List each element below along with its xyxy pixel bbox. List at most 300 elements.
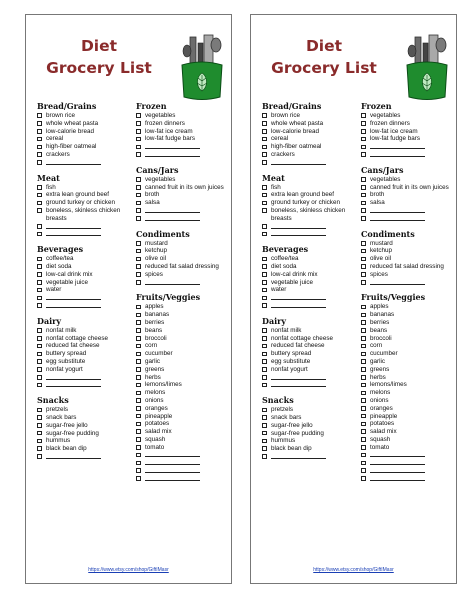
list-item [262, 128, 358, 136]
item-label: tomato [145, 443, 165, 451]
list-item [37, 350, 133, 358]
checkbox[interactable] [37, 160, 42, 165]
item-label: brown rice [271, 112, 301, 119]
blank-item [37, 159, 133, 167]
list-item [136, 176, 231, 184]
checkbox[interactable] [37, 415, 42, 420]
blank-item [262, 374, 358, 382]
checkbox[interactable] [361, 305, 366, 310]
checkbox[interactable] [262, 296, 267, 301]
list-item [262, 143, 358, 151]
checkbox[interactable] [37, 352, 42, 357]
list-item [262, 350, 358, 358]
item-label: vegetables [370, 112, 401, 119]
checkbox[interactable] [136, 177, 141, 182]
checkbox[interactable] [136, 344, 141, 349]
checkbox[interactable] [361, 383, 366, 388]
checkbox[interactable] [37, 431, 42, 436]
item-label: hummus [46, 437, 71, 445]
checkbox[interactable] [262, 129, 267, 134]
blank-item [37, 302, 133, 310]
list-item [37, 279, 133, 287]
checkbox[interactable] [262, 272, 267, 277]
list-item [262, 342, 358, 350]
checkbox[interactable] [361, 328, 366, 333]
list-item [361, 420, 456, 428]
checkbox[interactable] [136, 113, 141, 118]
list-item [361, 444, 456, 452]
checkbox[interactable] [37, 264, 42, 269]
list-item [136, 191, 231, 199]
checkbox[interactable] [136, 422, 141, 427]
list-item [262, 135, 358, 143]
checkbox[interactable] [37, 224, 42, 229]
shop-url-link[interactable]: https://www.etsy.com/shop/GiftIMasr [88, 567, 169, 573]
item-label: ground turkey or chicken [271, 199, 340, 207]
list-item [37, 120, 133, 128]
checkbox[interactable] [37, 328, 42, 333]
checkbox[interactable] [262, 408, 267, 413]
checkbox[interactable] [361, 129, 366, 134]
list-item [37, 191, 133, 199]
checkbox[interactable] [136, 476, 141, 481]
checkbox[interactable] [136, 453, 141, 458]
list-item [37, 437, 133, 445]
item-label: black bean dip [271, 445, 312, 453]
checkbox[interactable] [37, 423, 42, 428]
blank-item [37, 381, 133, 389]
write-in-line[interactable] [271, 230, 326, 236]
list-item [37, 151, 133, 159]
left-column [262, 101, 358, 467]
card-title [26, 35, 172, 79]
list-item [262, 151, 358, 159]
write-in-line[interactable] [271, 294, 326, 300]
checkbox[interactable] [361, 359, 366, 364]
item-label: onions [145, 396, 164, 404]
checkbox[interactable] [37, 375, 42, 380]
write-in-line[interactable] [145, 451, 200, 457]
blank-item [262, 223, 358, 231]
list-item [361, 240, 456, 248]
checkbox[interactable] [136, 320, 141, 325]
checkbox[interactable] [136, 257, 141, 262]
blank-item [361, 143, 456, 151]
write-in-line[interactable] [145, 143, 200, 149]
blank-item [136, 475, 231, 483]
checkbox[interactable] [262, 336, 267, 341]
list-item [361, 191, 456, 199]
checkbox[interactable] [262, 280, 267, 285]
grocery-bag-icon [401, 31, 453, 103]
checkbox[interactable] [361, 121, 366, 126]
checkbox[interactable] [262, 208, 267, 213]
list-item [361, 374, 456, 382]
checkbox[interactable] [262, 367, 267, 372]
checkbox[interactable] [361, 264, 366, 269]
checkbox[interactable] [136, 129, 141, 134]
item-label: reduced fat salad dressing [370, 262, 444, 270]
item-label: cucumber [145, 350, 173, 358]
item-label: nonfat milk [271, 326, 302, 334]
list-item [136, 420, 231, 428]
checkbox[interactable] [37, 454, 42, 459]
checkbox[interactable] [136, 313, 141, 318]
list-item [37, 128, 133, 136]
checkbox[interactable] [136, 437, 141, 442]
checkbox[interactable] [262, 454, 267, 459]
checkbox[interactable] [37, 383, 42, 388]
checkbox[interactable] [361, 429, 366, 434]
checkbox[interactable] [37, 408, 42, 413]
title-line-2: Grocery List [271, 59, 377, 77]
checkbox[interactable] [136, 445, 141, 450]
checkbox[interactable] [361, 145, 366, 150]
checkbox[interactable] [262, 383, 267, 388]
list-section [361, 292, 456, 482]
checkbox[interactable] [361, 352, 366, 357]
checkbox[interactable] [361, 208, 366, 213]
section-heading: Meat [37, 172, 60, 183]
list-item [361, 397, 456, 405]
checkbox[interactable] [361, 344, 366, 349]
checkbox[interactable] [262, 415, 267, 420]
list-item [136, 358, 231, 366]
checkbox[interactable] [136, 391, 141, 396]
write-in-line[interactable] [370, 459, 425, 465]
title-line-2: Grocery List [46, 59, 152, 77]
checkbox[interactable] [262, 375, 267, 380]
checkbox[interactable] [262, 193, 267, 198]
checkbox[interactable] [262, 224, 267, 229]
blank-item [361, 459, 456, 467]
checkbox[interactable] [136, 272, 141, 277]
checkbox[interactable] [361, 398, 366, 403]
checkbox[interactable] [361, 152, 366, 157]
item-label: low-cal drink mix [271, 270, 318, 278]
checkbox[interactable] [37, 446, 42, 451]
write-in-line[interactable] [145, 151, 200, 157]
checkbox[interactable] [262, 201, 267, 206]
write-in-line[interactable] [271, 374, 326, 380]
checkbox[interactable] [361, 422, 366, 427]
item-label: melons [370, 389, 391, 397]
checkbox[interactable] [262, 232, 267, 237]
item-label: hummus [271, 437, 296, 445]
checkbox[interactable] [136, 249, 141, 254]
checkbox[interactable] [37, 208, 42, 213]
checkbox[interactable] [37, 152, 42, 157]
list-item [361, 247, 456, 255]
checkbox[interactable] [37, 185, 42, 190]
item-label: melons [145, 389, 166, 397]
item-label: olive oil [370, 255, 391, 263]
item-label: ketchup [370, 247, 393, 255]
write-in-line[interactable] [370, 151, 425, 157]
checkbox[interactable] [361, 272, 366, 277]
shop-url-link[interactable]: https://www.etsy.com/shop/GiftIMasr [313, 567, 394, 573]
checkbox[interactable] [361, 113, 366, 118]
checkbox[interactable] [37, 359, 42, 364]
checkbox[interactable] [262, 439, 267, 444]
checkbox[interactable] [361, 249, 366, 254]
list-item [262, 406, 358, 414]
checkbox[interactable] [361, 177, 366, 182]
checkbox[interactable] [136, 352, 141, 357]
checkbox[interactable] [262, 264, 267, 269]
checkbox[interactable] [37, 272, 42, 277]
checkbox[interactable] [262, 446, 267, 451]
checkbox[interactable] [262, 344, 267, 349]
write-in-line[interactable] [370, 215, 425, 221]
item-label: whole wheat pasta [46, 119, 99, 127]
checkbox[interactable] [262, 257, 267, 262]
checkbox[interactable] [37, 336, 42, 341]
list-item [262, 327, 358, 335]
checkbox[interactable] [136, 336, 141, 341]
checkbox[interactable] [136, 406, 141, 411]
list-item [262, 191, 358, 199]
checkbox[interactable] [361, 375, 366, 380]
list-item [136, 247, 231, 255]
write-in-line[interactable] [271, 453, 326, 459]
item-label: pretzels [271, 406, 294, 414]
checkbox[interactable] [262, 431, 267, 436]
write-in-line[interactable] [46, 159, 101, 165]
checkbox[interactable] [37, 280, 42, 285]
list-section [262, 173, 358, 239]
checkbox[interactable] [136, 398, 141, 403]
item-label: high-fiber oatmeal [46, 143, 97, 151]
item-label: black bean dip [46, 445, 87, 453]
checkbox[interactable] [361, 320, 366, 325]
checkbox[interactable] [262, 288, 267, 293]
item-label: low-fat fudge bars [370, 135, 421, 143]
grocery-list-card-1 [25, 14, 232, 584]
checkbox[interactable] [136, 185, 141, 190]
list-item [136, 342, 231, 350]
write-in-line[interactable] [271, 381, 326, 387]
item-label: low-calorie bread [46, 127, 94, 135]
checkbox[interactable] [136, 367, 141, 372]
checkbox[interactable] [361, 445, 366, 450]
write-in-line[interactable] [370, 207, 425, 213]
checkbox[interactable] [136, 193, 141, 198]
checkbox[interactable] [361, 453, 366, 458]
list-item [361, 405, 456, 413]
checkbox[interactable] [37, 145, 42, 150]
checkbox[interactable] [136, 383, 141, 388]
write-in-line[interactable] [46, 381, 101, 387]
checkbox[interactable] [37, 344, 42, 349]
checkbox[interactable] [262, 423, 267, 428]
item-label: corn [370, 342, 383, 350]
item-label: vegetables [370, 175, 401, 183]
list-item [262, 366, 358, 374]
list-item [361, 350, 456, 358]
checkbox[interactable] [136, 429, 141, 434]
list-item [37, 199, 133, 207]
checkbox[interactable] [361, 313, 366, 318]
write-in-line[interactable] [370, 467, 425, 473]
checkbox[interactable] [136, 264, 141, 269]
blank-item [136, 151, 231, 159]
checkbox[interactable] [262, 185, 267, 190]
checkbox[interactable] [136, 121, 141, 126]
list-item [262, 430, 358, 438]
write-in-line[interactable] [145, 467, 200, 473]
checkbox[interactable] [361, 280, 366, 285]
write-in-line[interactable] [370, 451, 425, 457]
checkbox[interactable] [136, 359, 141, 364]
item-label: pineapple [145, 412, 173, 420]
write-in-line[interactable] [145, 459, 200, 465]
checkbox[interactable] [37, 129, 42, 134]
item-label: whole wheat pasta [271, 119, 324, 127]
write-in-line[interactable] [271, 302, 326, 308]
checkbox[interactable] [136, 152, 141, 157]
checkbox[interactable] [361, 476, 366, 481]
checkbox[interactable] [262, 152, 267, 157]
write-in-line[interactable] [370, 143, 425, 149]
checkbox[interactable] [361, 461, 366, 466]
grocery-list-card-2 [250, 14, 457, 584]
checkbox[interactable] [361, 437, 366, 442]
checkbox[interactable] [361, 241, 366, 246]
blank-item [361, 151, 456, 159]
checkbox[interactable] [37, 201, 42, 206]
item-label: potatoes [370, 420, 395, 428]
write-in-line[interactable] [370, 279, 425, 285]
item-label: low-cal drink mix [46, 270, 93, 278]
checkbox[interactable] [37, 303, 42, 308]
checkbox[interactable] [37, 232, 42, 237]
write-in-line[interactable] [370, 475, 425, 481]
checkbox[interactable] [37, 367, 42, 372]
blank-item [361, 279, 456, 287]
item-label: mustard [145, 239, 168, 247]
checkbox[interactable] [262, 145, 267, 150]
list-item [37, 135, 133, 143]
checkbox[interactable] [262, 303, 267, 308]
checkbox[interactable] [136, 208, 141, 213]
list-item [361, 358, 456, 366]
checkbox[interactable] [136, 375, 141, 380]
item-label: sugar-free jello [271, 421, 313, 429]
checkbox[interactable] [361, 137, 366, 142]
list-section [37, 101, 133, 167]
checkbox[interactable] [262, 359, 267, 364]
write-in-line[interactable] [271, 159, 326, 165]
write-in-line[interactable] [46, 374, 101, 380]
checkbox[interactable] [361, 468, 366, 473]
write-in-line[interactable] [145, 279, 200, 285]
checkbox[interactable] [262, 121, 267, 126]
checkbox[interactable] [136, 328, 141, 333]
item-label: low-fat ice cream [370, 127, 418, 135]
blank-item [262, 302, 358, 310]
checkbox[interactable] [361, 414, 366, 419]
list-item [361, 112, 456, 120]
checkbox[interactable] [361, 391, 366, 396]
list-item [262, 422, 358, 430]
item-label: reduced fat salad dressing [145, 262, 219, 270]
write-in-line[interactable] [46, 302, 101, 308]
checkbox[interactable] [361, 193, 366, 198]
checkbox[interactable] [262, 113, 267, 118]
checkbox[interactable] [136, 241, 141, 246]
checkbox[interactable] [136, 216, 141, 221]
checkbox[interactable] [37, 439, 42, 444]
checkbox[interactable] [37, 193, 42, 198]
checkbox[interactable] [37, 121, 42, 126]
checkbox[interactable] [361, 185, 366, 190]
write-in-line[interactable] [145, 215, 200, 221]
item-label: beans [145, 326, 163, 334]
checkbox[interactable] [361, 257, 366, 262]
checkbox[interactable] [361, 367, 366, 372]
item-label: frozen dinners [145, 119, 185, 127]
item-label: herbs [145, 373, 161, 381]
list-item [262, 445, 358, 453]
checkbox[interactable] [262, 160, 267, 165]
checkbox[interactable] [136, 145, 141, 150]
list-item [262, 199, 358, 207]
list-item [37, 327, 133, 335]
checkbox[interactable] [37, 296, 42, 301]
checkbox[interactable] [136, 280, 141, 285]
list-item [136, 381, 231, 389]
checkbox[interactable] [262, 352, 267, 357]
list-section [361, 101, 456, 159]
checkbox[interactable] [136, 305, 141, 310]
item-label: vegetable juice [46, 278, 89, 286]
write-in-line[interactable] [271, 223, 326, 229]
item-label: mustard [370, 239, 393, 247]
list-item [37, 358, 133, 366]
checkbox[interactable] [262, 137, 267, 142]
checkbox[interactable] [136, 468, 141, 473]
item-label: squash [370, 435, 391, 443]
write-in-line[interactable] [46, 453, 101, 459]
checkbox[interactable] [136, 414, 141, 419]
write-in-line[interactable] [145, 475, 200, 481]
checkbox[interactable] [361, 406, 366, 411]
blank-item [361, 467, 456, 475]
checkbox[interactable] [136, 461, 141, 466]
write-in-line[interactable] [46, 223, 101, 229]
checkbox[interactable] [37, 257, 42, 262]
list-item [136, 397, 231, 405]
list-item [361, 436, 456, 444]
checkbox[interactable] [136, 137, 141, 142]
list-item [37, 445, 133, 453]
checkbox[interactable] [361, 336, 366, 341]
write-in-line[interactable] [145, 207, 200, 213]
write-in-line[interactable] [46, 230, 101, 236]
checkbox[interactable] [361, 201, 366, 206]
checkbox[interactable] [37, 137, 42, 142]
list-item [37, 207, 133, 223]
checkbox[interactable] [37, 113, 42, 118]
checkbox[interactable] [37, 288, 42, 293]
write-in-line[interactable] [46, 294, 101, 300]
list-item [136, 366, 231, 374]
checkbox[interactable] [361, 216, 366, 221]
list-item [136, 405, 231, 413]
checkbox[interactable] [136, 201, 141, 206]
checkbox[interactable] [262, 328, 267, 333]
